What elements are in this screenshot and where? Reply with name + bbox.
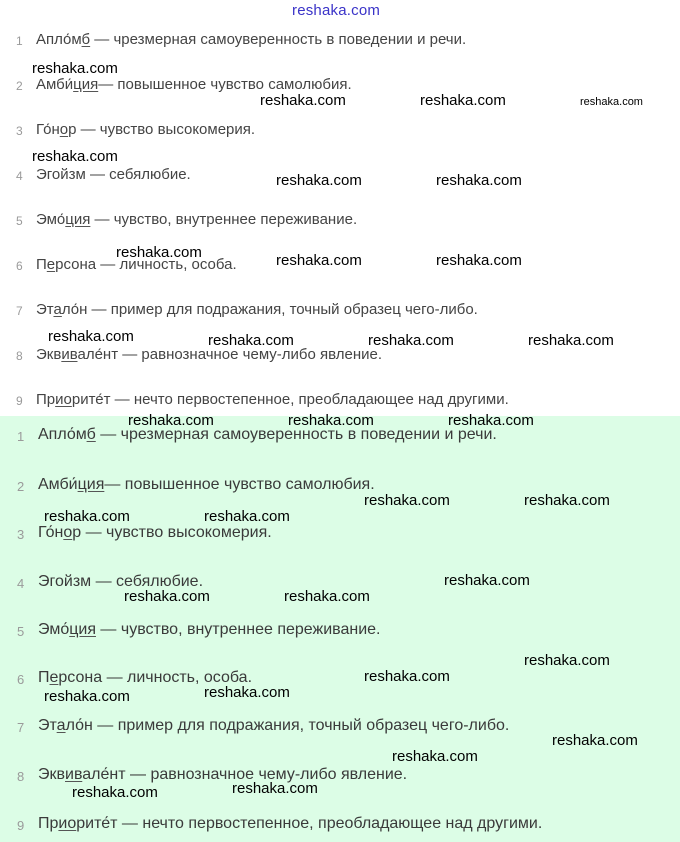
watermark: reshaka.com	[116, 244, 202, 261]
watermark: reshaka.com	[528, 332, 614, 349]
item-number: 3	[16, 124, 23, 138]
item-text: Амби́ция— повышенное чувство самолюбия.	[38, 476, 375, 493]
item-number: 1	[16, 34, 23, 48]
item-text: Амби́ция— повышенное чувство самолюбия.	[36, 76, 352, 93]
item-text: Этало́н — пример для подражания, точный образец чего-либо.	[38, 717, 510, 734]
item-number: 2	[17, 479, 25, 494]
watermark: reshaka.com	[32, 60, 118, 77]
watermark: reshaka.com	[204, 508, 290, 525]
item-text: Эгойзм — себялюбие.	[38, 573, 204, 590]
item-text: Эквивале́нт — равнозначное чему-либо явление.	[36, 346, 383, 363]
item-text: Приорите́т — нечто первостепенное, преобладающее над другими.	[36, 391, 509, 408]
watermark: reshaka.com	[436, 252, 522, 269]
watermark: reshaka.com	[128, 412, 214, 429]
watermark: reshaka.com	[392, 748, 478, 765]
watermark: reshaka.com	[288, 412, 374, 429]
watermark: reshaka.com	[364, 668, 450, 685]
item-number: 1	[17, 429, 25, 444]
watermark: reshaka.com	[276, 252, 362, 269]
item-text: Эмо́ция — чувство, внутреннее переживание.	[36, 211, 358, 228]
item-number: 9	[16, 394, 23, 408]
watermark: reshaka.com	[32, 148, 118, 165]
item-number: 2	[16, 79, 23, 93]
item-number: 7	[16, 304, 23, 318]
watermark: reshaka.com	[204, 684, 290, 701]
watermark: reshaka.com	[44, 508, 130, 525]
item-number: 8	[16, 349, 23, 363]
item-text: Персона — личность, особа.	[38, 669, 253, 686]
watermark: reshaka.com	[552, 732, 638, 749]
item-text: Го́нор — чувство высокомерия.	[38, 524, 272, 541]
watermark: reshaka.com	[580, 96, 643, 108]
watermark: reshaka.com	[444, 572, 530, 589]
item-text: Го́нор — чувство высокомерия.	[36, 121, 256, 138]
item-number: 9	[17, 818, 25, 833]
watermark: reshaka.com	[124, 588, 210, 605]
item-number: 8	[17, 769, 25, 784]
item-number: 5	[16, 214, 23, 228]
watermark: reshaka.com	[72, 784, 158, 801]
item-number: 5	[17, 624, 25, 639]
watermark: reshaka.com	[364, 492, 450, 509]
item-number: 4	[17, 576, 25, 591]
item-number: 6	[16, 259, 23, 273]
watermark: reshaka.com	[48, 328, 134, 345]
item-text: Апло́мб — чрезмерная самоуверенность в поведении и речи.	[38, 426, 497, 443]
site-title[interactable]: reshaka.com	[292, 2, 381, 19]
watermark: reshaka.com	[368, 332, 454, 349]
item-number: 3	[17, 527, 25, 542]
item-text: Эмо́ция — чувство, внутреннее переживание.	[38, 621, 381, 638]
watermark: reshaka.com	[260, 92, 346, 109]
watermark: reshaka.com	[436, 172, 522, 189]
item-text: Этало́н — пример для подражания, точный образец чего-либо.	[36, 301, 478, 318]
item-text: Приорите́т — нечто первостепенное, преобладающее над другими.	[38, 815, 543, 832]
watermark: reshaka.com	[420, 92, 506, 109]
item-text: Эгойзм — себялюбие.	[36, 166, 191, 183]
watermark: reshaka.com	[44, 688, 130, 705]
item-number: 7	[17, 720, 25, 735]
watermark: reshaka.com	[524, 492, 610, 509]
watermark: reshaka.com	[276, 172, 362, 189]
watermark: reshaka.com	[448, 412, 534, 429]
watermark: reshaka.com	[232, 780, 318, 797]
watermark: reshaka.com	[524, 652, 610, 669]
item-text: Персона — личность, особа.	[36, 256, 237, 273]
watermark: reshaka.com	[284, 588, 370, 605]
watermark: reshaka.com	[208, 332, 294, 349]
item-number: 4	[16, 169, 23, 183]
item-number: 6	[17, 672, 25, 687]
item-text: Апло́мб — чрезмерная самоуверенность в поведении и речи.	[36, 31, 467, 48]
item-text: Эквивале́нт — равнозначное чему-либо явление.	[38, 766, 408, 783]
